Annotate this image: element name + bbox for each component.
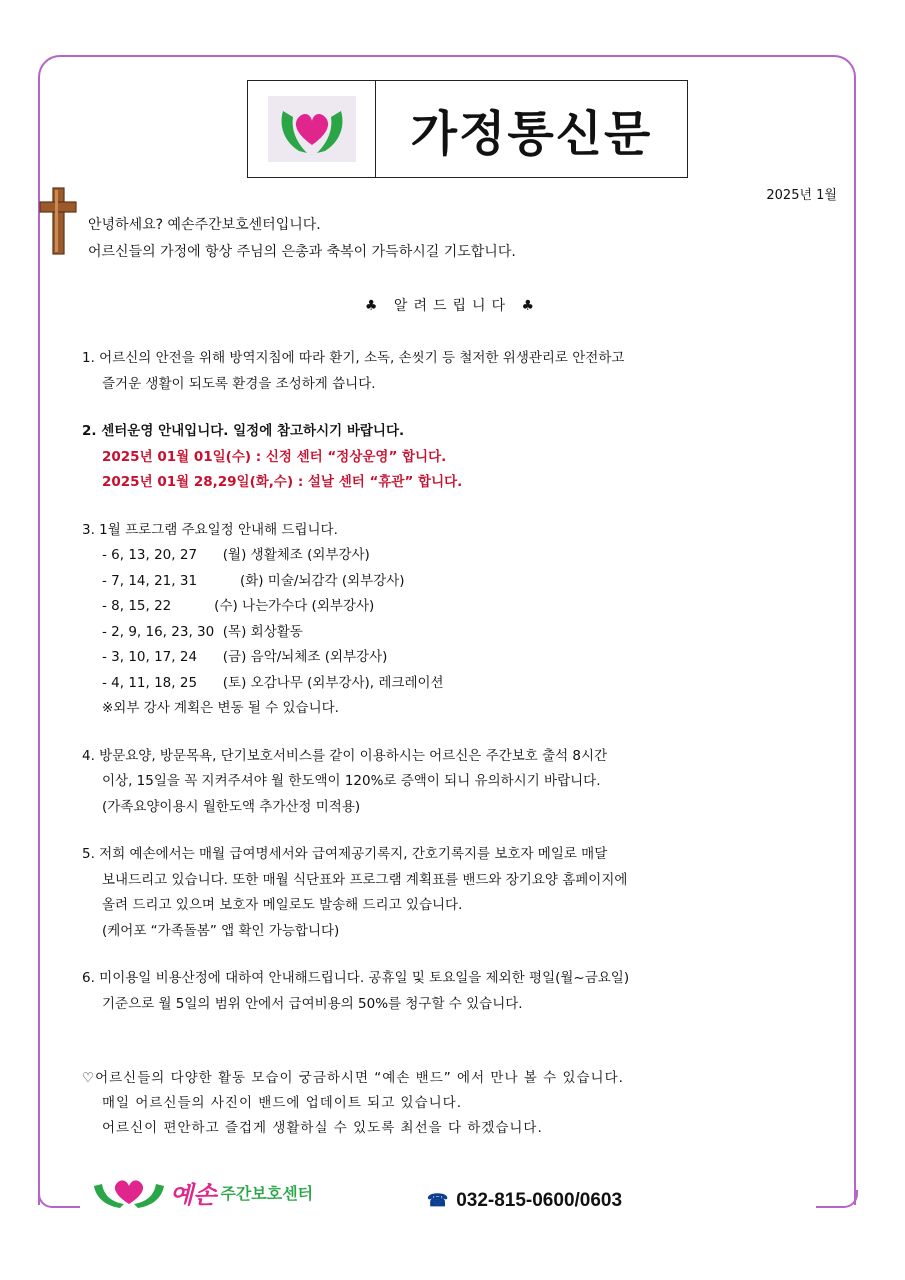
schedule-row: - 3, 10, 17, 24 (금) 음악/뇌체조 (외부강사) (102, 649, 388, 665)
notice-item-1 (82, 346, 842, 397)
holiday-notice: 2025년 01월 28,29일(화,수) : 설날 센터 “휴관” 합니다. (102, 474, 463, 490)
text-line: 2. 센터운영 안내입니다. 일정에 참고하시기 바랍니다. (82, 423, 405, 439)
notice-item-6 (82, 966, 842, 1017)
text-line: 기준으로 월 5일의 범위 안에서 급여비용의 50%를 청구할 수 있습니다. (102, 995, 523, 1012)
schedule-row: - 4, 11, 18, 25 (토) 오감나무 (외부강사), 레크레이션 (102, 674, 444, 691)
greeting-line: 어르신들의 가정에 항상 주님의 은총과 축복이 가득하시길 기도합니다. (88, 244, 516, 260)
text-line: 1. 어르신의 안전을 위해 방역지침에 따라 환기, 소독, 손씻기 등 철저한 위생관리로 안전하고 (82, 350, 625, 366)
text-line: 즐거운 생활이 되도록 환경을 조성하게 씁니다. (102, 375, 376, 392)
text-line: 5. 저희 예손에서는 매월 급여명세서와 급여제공기록지, 간호기록지를 보호자 메일로 매달 (82, 846, 608, 862)
text-line: (가족요양이용시 월한도액 추가산정 미적용) (102, 798, 361, 815)
text-line: 4. 방문요양, 방문목욕, 단기보호서비스를 같이 이용하시는 어르신은 주간보호 출석 8시간 (82, 747, 608, 764)
greeting-line: 안녕하세요? 예손주간보호센터입니다. (88, 217, 321, 233)
frame-corner-right (816, 1190, 858, 1208)
text-line: (케어포 “가족돌봄” 앱 확인 가능합니다) (102, 922, 340, 939)
hands-heart-icon (92, 1172, 166, 1212)
issue-date: 2025년 1월 (766, 188, 837, 203)
closing-message (82, 1066, 624, 1141)
notice-body (82, 346, 842, 1039)
hands-heart-logo (268, 96, 356, 162)
notice-item-2 (82, 419, 842, 496)
schedule-row: - 6, 13, 20, 27 (월) 생활체조 (외부강사) (102, 547, 370, 563)
page-title: 가정통신문 (410, 105, 653, 162)
notice-heading: ♣ 알려드립니다 ♣ (364, 298, 541, 314)
footer-logo (92, 1172, 313, 1212)
text-line: 어르신이 편안하고 즐겁게 생활하실 수 있도록 최선을 다 하겠습니다. (102, 1120, 543, 1136)
frame-corner-left (38, 1190, 80, 1208)
text-line: ♡어르신들의 다양한 활동 모습이 궁금하시면 “예손 밴드” 에서 만나 볼 수 있습니다. (82, 1070, 624, 1086)
logo-cell (248, 81, 376, 177)
cross-icon (38, 186, 78, 256)
text-line: 6. 미이용일 비용산정에 대하여 안내해드립니다. 공휴일 및 토요일을 제외한 평일(월~금요일) (82, 970, 630, 986)
phone-contact (427, 1190, 622, 1212)
holiday-notice: 2025년 01월 01일(수) : 신정 센터 “정상운영” 합니다. (102, 448, 447, 465)
phone-icon: ☎ (427, 1191, 449, 1210)
text-line: 보내드리고 있습니다. 또한 매월 식단표와 프로그램 계획표를 밴드와 장기요양 홈페이지에 (102, 871, 628, 888)
notice-item-4 (82, 744, 842, 821)
schedule-note: ※외부 강사 계획은 변동 될 수 있습니다. (102, 700, 339, 716)
text-line: 3. 1월 프로그램 주요일정 안내해 드립니다. (82, 521, 338, 538)
title-box (247, 80, 688, 178)
schedule-row: - 7, 14, 21, 31 (화) 미술/뇌감각 (외부강사) (102, 572, 405, 589)
notice-item-3 (82, 518, 842, 722)
schedule-row: - 8, 15, 22 (수) 나는가수다 (외부강사) (102, 598, 375, 614)
hands-heart-icon (277, 101, 347, 157)
schedule-row: - 2, 9, 16, 23, 30 (목) 회상활동 (102, 623, 303, 640)
text-line: 올려 드리고 있으며 보호자 메일로도 발송해 드리고 있습니다. (102, 897, 463, 913)
brand-name: 예손 (170, 1180, 217, 1209)
greeting (88, 212, 516, 266)
phone-number: 032-815-0600/0603 (456, 1190, 623, 1211)
text-line: 이상, 15일을 꼭 지켜주셔야 월 한도액이 120%로 증액이 되니 유의하시기 바랍니다. (102, 773, 601, 789)
text-line: 매일 어르신들의 사진이 밴드에 업데이트 되고 있습니다. (102, 1095, 462, 1111)
brand-subtitle: 주간보호센터 (220, 1183, 314, 1203)
notice-item-5 (82, 842, 842, 944)
